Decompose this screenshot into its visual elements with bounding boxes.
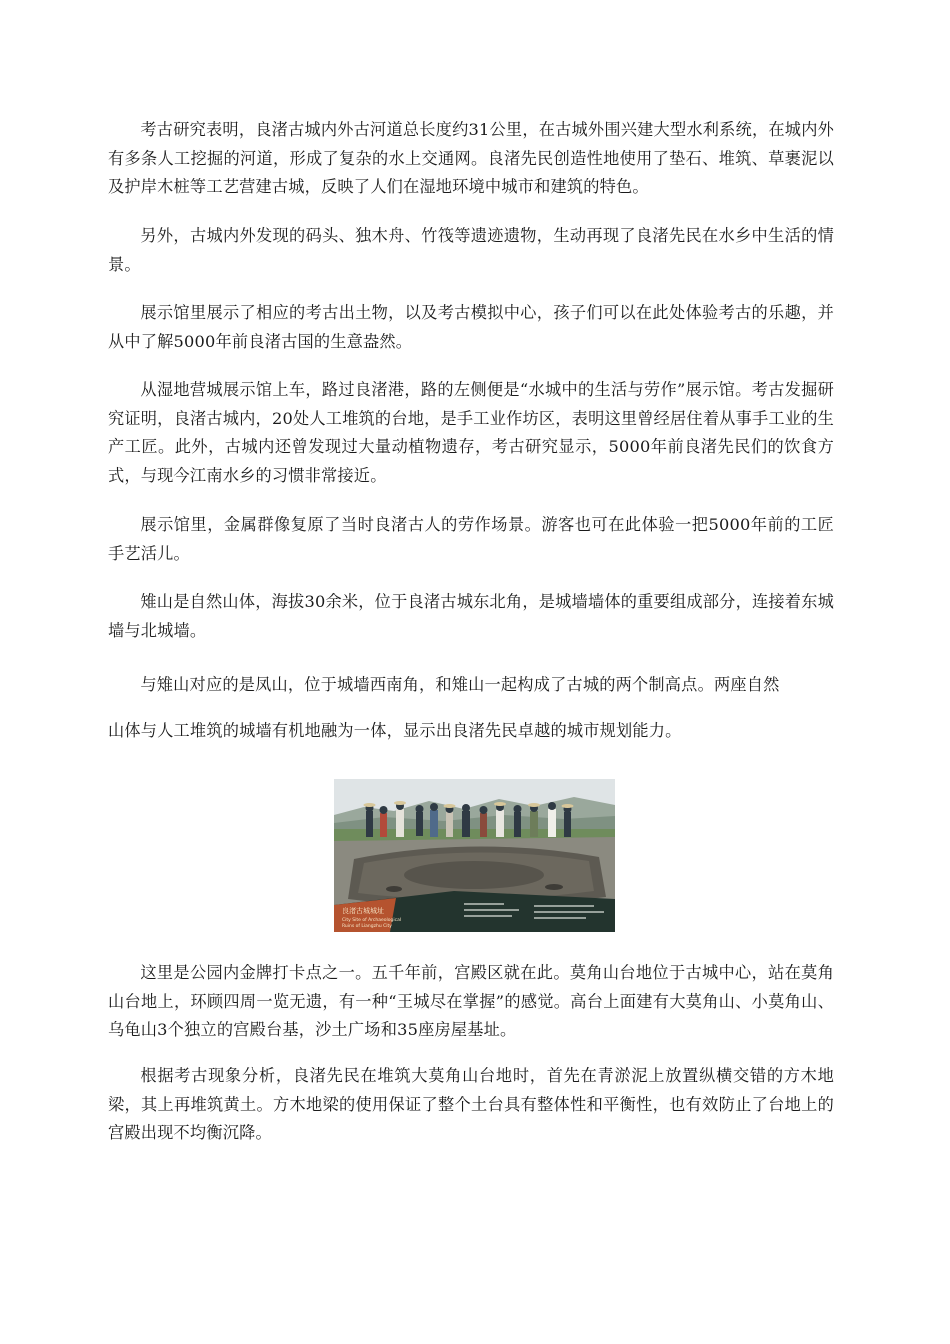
paragraph-7: 与雉山对应的是凤山，位于城墙西南角，和雉山一起构成了古城的两个制高点。两座自然: [140, 675, 780, 694]
paragraph-1: 考古研究表明，良渚古城内外古河道总长度约31公里，在古城外围兴建大型水利系统，在城内外有多条人工挖掘的河道，形成了复杂的水上交通网。良渚先民创造性地使用了垫石、堆筑、草裹泥以及护岸木桩等工艺营建古城，反映了人们在湿地环境中城市和建筑的特色。: [108, 120, 834, 196]
sign-subtitle-line-1: City Site of Archaeological: [342, 918, 402, 923]
paragraph-8: 这里是公园内金牌打卡点之一。五千年前，宫殿区就在此。莫角山台地位于古城中心，站在莫角山台地上，环顾四周一览无遗，有一种“王城尽在掌握”的感觉。高台上面建有大莫角山、小莫角山、乌龟山3个独立的宫殿台基，沙土广场和35座房屋基址。: [108, 963, 834, 1039]
paragraph-4: 从湿地营城展示馆上车，路过良渚港，路的左侧便是“水城中的生活与劳作”展示馆。考古发掘研究证明，良渚古城内，20处人工堆筑的台地，是手工业作坊区，表明这里曾经居住着从事手工业的生产工匠。此外，古城内还曾发现过大量动植物遗存，考古研究显示，5000年前良渚先民们的饮食方式，与现今江南水乡的习惯非常接近。: [108, 380, 834, 485]
paragraph-2: 另外，古城内外发现的码头、独木舟、竹筏等遗迹遗物，生动再现了良渚先民在水乡中生活的情景。: [108, 226, 834, 274]
paragraph-3: 展示馆里展示了相应的考古出土物，以及考古模拟中心，孩子们可以在此处体验考古的乐趣，并从中了解5000年前良渚古国的生意盎然。: [108, 303, 834, 351]
paragraph-6: 雉山是自然山体，海拔30余米，位于良渚古城东北角，是城墙墙体的重要组成部分，连接着东城墙与北城墙。: [108, 592, 834, 640]
paragraph-9: 根据考古现象分析，良渚先民在堆筑大莫角山台地时，首先在青淤泥上放置纵横交错的方木地梁，其上再堆筑黄土。方木地梁的使用保证了整个土台具有整体性和平衡性，也有效防止了台地上的宫殿出现不均衡沉降。: [108, 1066, 834, 1142]
sign-title: 良渚古城城址: [342, 907, 384, 915]
paragraph-5: 展示馆里，金属群像复原了当时良渚古人的劳作场景。游客也可在此体验一把5000年前的工匠手艺活儿。: [108, 515, 834, 563]
sign-subtitle-line-2: Ruins of Liangzhu City: [342, 924, 392, 929]
paragraph-7-continued: 山体与人工堆筑的城墙有机地融为一体，显示出良渚先民卓越的城市规划能力。: [108, 721, 682, 740]
site-photo: [334, 779, 615, 932]
